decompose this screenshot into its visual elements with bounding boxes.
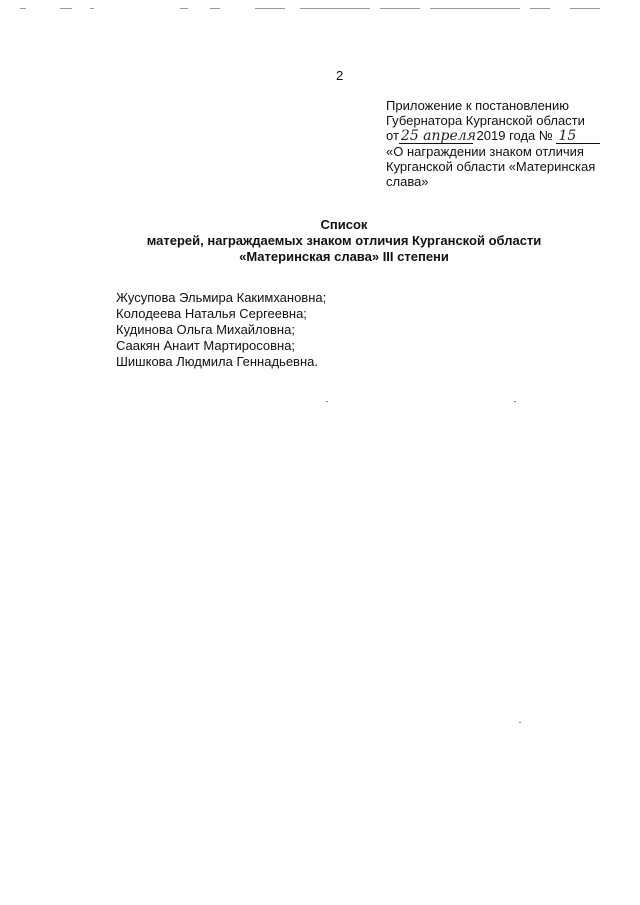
page-number: 2 — [336, 68, 344, 83]
title-line-3: «Материнская слава» III степени — [239, 249, 449, 264]
list-item: Жусупова Эльмира Какимхановна; — [116, 290, 327, 305]
date-prefix: от — [386, 128, 399, 143]
appendix-date-line — [386, 128, 626, 144]
names-list — [116, 290, 326, 370]
appendix-line-2: Губернатора Курганской области — [386, 113, 585, 128]
appendix-block — [386, 98, 626, 189]
scan-speck — [519, 722, 521, 723]
title-line-1: Список — [320, 217, 368, 232]
list-item: Кудинова Ольга Михайловна; — [116, 322, 295, 337]
scan-edge-artifacts — [0, 0, 640, 12]
list-item: Колодеева Наталья Сергеевна; — [116, 306, 307, 321]
scan-speck — [514, 401, 516, 402]
year-text: 2019 года № — [476, 128, 553, 143]
document-title — [0, 217, 640, 265]
appendix-line-4: «О награждении знаком отличия — [386, 144, 584, 159]
handwritten-number: 15 — [556, 130, 600, 144]
list-item: Саакян Анаит Мартиросовна; — [116, 338, 296, 353]
appendix-line-5: Курганской области «Материнская — [386, 159, 596, 174]
appendix-line-6: слава» — [386, 174, 429, 189]
scan-speck — [326, 401, 328, 402]
title-line-2: матерей, награждаемых знаком отличия Курганской области — [146, 233, 542, 248]
appendix-line-1: Приложение к постановлению — [386, 98, 569, 113]
handwritten-date: 25 апреля — [400, 128, 476, 144]
list-item: Шишкова Людмила Геннадьевна. — [116, 354, 318, 369]
